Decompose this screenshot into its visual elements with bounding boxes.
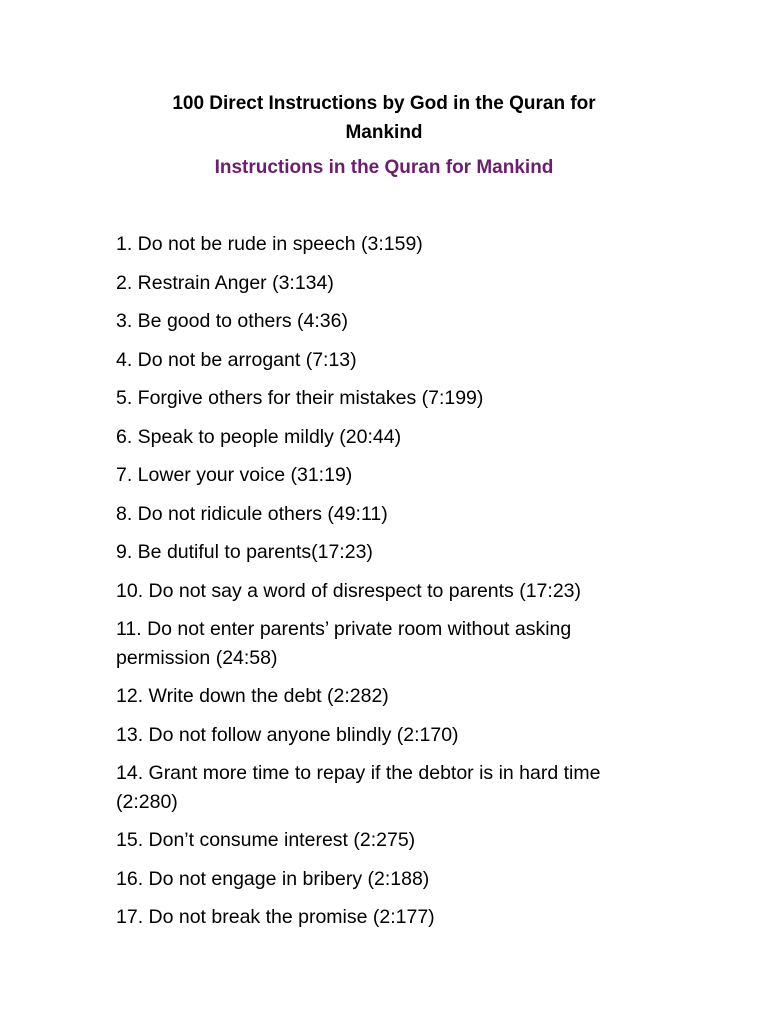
list-item: 5. Forgive others for their mistakes (7:199) (116, 387, 484, 409)
list-item: 2. Restrain Anger (3:134) (116, 271, 334, 294)
instruction-list (116, 230, 656, 942)
list-item: 4. Do not be arrogant (7:13) (116, 348, 357, 371)
list-item: 10. Do not say a word of disrespect to parents (17:23) (116, 579, 582, 602)
list-item: 8. Do not ridicule others (49:11) (116, 502, 388, 525)
list-item: 3. Be good to others (4:36) (116, 310, 348, 332)
document-subtitle: Instructions in the Quran for Mankind (214, 157, 554, 178)
document-title: 100 Direct Instructions by God in the Quran for Mankind (172, 93, 596, 143)
list-item: 1. Do not be rude in speech (3:159) (116, 233, 423, 255)
list-item: 14. Grant more time to repay if the debtor is in hard time (2:280) (116, 762, 601, 813)
list-item: 12. Write down the debt (2:282) (116, 685, 389, 707)
list-item: 15. Don’t consume interest (2:275) (116, 829, 416, 851)
list-item: 16. Do not engage in bribery (2:188) (116, 867, 430, 890)
list-item: 17. Do not break the promise (2:177) (116, 906, 435, 928)
list-item: 9. Be dutiful to parents(17:23) (116, 541, 373, 563)
list-item: 11. Do not enter parents’ private room without asking permission (24:58) (116, 618, 572, 669)
list-item: 7. Lower your voice (31:19) (116, 464, 353, 486)
list-item: 13. Do not follow anyone blindly (2:170) (116, 723, 459, 746)
list-item: 6. Speak to people mildly (20:44) (116, 425, 402, 448)
